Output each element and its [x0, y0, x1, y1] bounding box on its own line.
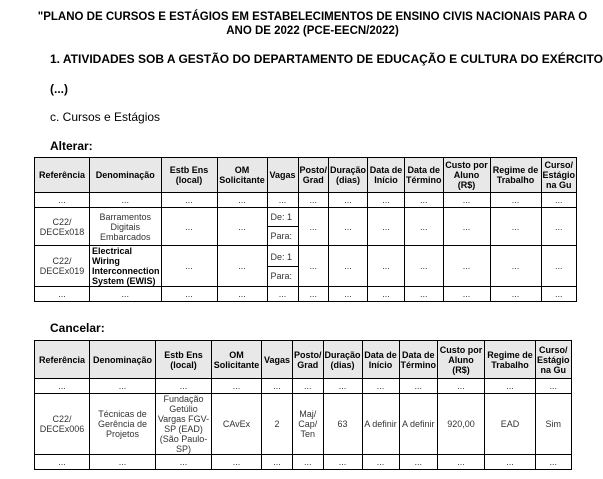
cell-ref: C22/ DECEx018: [35, 208, 90, 246]
cell: ...: [35, 379, 90, 394]
header-inicio: Data de Início: [362, 341, 399, 379]
cell: ...: [368, 208, 405, 246]
cell: ...: [212, 379, 262, 394]
header-duracao: Duração (dias): [329, 158, 368, 193]
header-regime: Regime de Trabalho: [490, 158, 541, 193]
cell: ...: [161, 193, 217, 208]
cell: ...: [368, 246, 405, 287]
cell: ...: [405, 246, 444, 287]
cell-estb: Fundação Getúlio Vargas FGV-SP (EAD) (São Paulo-SP): [156, 394, 212, 455]
vagas-de: De: 1: [268, 248, 298, 267]
header-termino: Data de Término: [399, 341, 438, 379]
header-custo: Custo por Aluno (R$): [438, 341, 485, 379]
table-header-row: [35, 158, 577, 193]
cell: ...: [368, 193, 405, 208]
cell: ...: [368, 287, 405, 302]
cell: ...: [161, 208, 217, 246]
cell-posto: Maj/ Cap/ Ten: [293, 394, 324, 455]
cell: ...: [405, 208, 444, 246]
cell: ...: [262, 379, 293, 394]
section-heading: 1. ATIVIDADES SOB A GESTÃO DO DEPARTAMENTO DE EDUCAÇÃO E CULTURA DO EXÉRCITO: [50, 52, 603, 66]
header-posto: Posto/ Grad: [298, 158, 329, 193]
cell: ...: [293, 455, 324, 470]
cell: ...: [35, 287, 90, 302]
header-om: OM Solicitante: [212, 341, 262, 379]
header-regime: Regime de Trabalho: [485, 341, 536, 379]
cell: ...: [90, 193, 162, 208]
cell: ...: [217, 193, 267, 208]
header-duracao: Duração (dias): [323, 341, 362, 379]
cell-om: CAvEx: [212, 394, 262, 455]
cell: ...: [362, 455, 399, 470]
table-row: [35, 394, 572, 455]
cell: ...: [212, 455, 262, 470]
cell: ...: [298, 193, 329, 208]
cell-gu: Sim: [536, 394, 572, 455]
header-termino: Data de Término: [405, 158, 444, 193]
cell: ...: [490, 246, 541, 287]
cell-den: Técnicas de Gerência de Projetos: [90, 394, 156, 455]
cell: ...: [490, 193, 541, 208]
table-row: [35, 379, 572, 394]
cell: ...: [443, 208, 490, 246]
vagas-para: Para:: [270, 270, 293, 281]
header-referencia: Referência: [35, 341, 90, 379]
cell: ...: [438, 455, 485, 470]
table-row: [35, 208, 577, 246]
cell: ...: [217, 246, 267, 287]
cell: ...: [90, 379, 156, 394]
header-estb-ens: Estb Ens (local): [161, 158, 217, 193]
cell: ...: [541, 208, 577, 246]
cell: ...: [362, 379, 399, 394]
cell-vagas: [267, 208, 298, 246]
cell: ...: [298, 246, 329, 287]
cell-den: Electrical Wiring Interconnection System (EWIS): [90, 246, 162, 287]
cell: ...: [329, 193, 368, 208]
header-custo: Custo por Aluno (R$): [443, 158, 490, 193]
table-row: [35, 455, 572, 470]
cell-duracao: 63: [323, 394, 362, 455]
cell-inicio: A definir: [362, 394, 399, 455]
header-denominacao: Denominação: [90, 341, 156, 379]
table-row: [35, 287, 577, 302]
header-estb-ens: Estb Ens (local): [156, 341, 212, 379]
vagas-de: De: 1: [268, 208, 298, 227]
cell: ...: [443, 246, 490, 287]
cell: ...: [156, 455, 212, 470]
header-vagas: Vagas: [262, 341, 293, 379]
cell: ...: [298, 208, 329, 246]
cell: ...: [329, 287, 368, 302]
cancel-table: [34, 340, 572, 470]
cell: ...: [323, 455, 362, 470]
header-denominacao: Denominação: [90, 158, 162, 193]
header-posto: Posto/ Grad: [293, 341, 324, 379]
cell: ...: [267, 287, 298, 302]
cell-regime: EAD: [485, 394, 536, 455]
header-vagas: Vagas: [267, 158, 298, 193]
cell: ...: [485, 379, 536, 394]
cell: ...: [90, 455, 156, 470]
cell: ...: [35, 455, 90, 470]
alter-label: Alterar:: [50, 139, 93, 153]
cell: ...: [35, 193, 90, 208]
cell: ...: [541, 246, 577, 287]
cell: ...: [161, 246, 217, 287]
cell-vagas: [267, 246, 298, 287]
cancel-label: Cancelar:: [50, 321, 105, 335]
cell-termino: A definir: [399, 394, 438, 455]
cell: ...: [536, 379, 572, 394]
cell-vagas: 2: [262, 394, 293, 455]
cell: ...: [405, 193, 444, 208]
cell-ref: C22/ DECEx006: [35, 394, 90, 455]
header-om: OM Solicitante: [217, 158, 267, 193]
cell: ...: [156, 379, 212, 394]
cell-den: Barramentos Digitais Embarcados: [90, 208, 162, 246]
cell: ...: [443, 287, 490, 302]
ellipsis-marker: (...): [50, 82, 68, 96]
table-row: [35, 246, 577, 287]
alter-table: [34, 157, 577, 302]
cell: ...: [293, 379, 324, 394]
cell: ...: [217, 208, 267, 246]
cell-ref: C22/ DECEx019: [35, 246, 90, 287]
subsection-heading: c. Cursos e Estágios: [50, 110, 161, 124]
cell: ...: [298, 287, 329, 302]
cell: ...: [541, 287, 577, 302]
table-row: [35, 193, 577, 208]
cell: ...: [267, 193, 298, 208]
cell: ...: [405, 287, 444, 302]
cell: ...: [490, 208, 541, 246]
cell: ...: [161, 287, 217, 302]
cell: ...: [217, 287, 267, 302]
cell: ...: [536, 455, 572, 470]
cell-custo: 920,00: [438, 394, 485, 455]
cell: ...: [90, 287, 162, 302]
cell: ...: [329, 246, 368, 287]
cell: ...: [329, 208, 368, 246]
cell: ...: [541, 193, 577, 208]
cell: ...: [485, 455, 536, 470]
vagas-para: Para:: [270, 231, 293, 241]
header-gu: Curso/ Estágio na Gu: [536, 341, 572, 379]
cell: ...: [399, 379, 438, 394]
table-header-row: [35, 341, 572, 379]
cell: ...: [262, 455, 293, 470]
cell: ...: [438, 379, 485, 394]
cell: ...: [399, 455, 438, 470]
document-title: "PLANO DE CURSOS E ESTÁGIOS EM ESTABELECIMENTOS DE ENSINO CIVIS NACIONAIS PARA O ANO DE 2022 (PCE-EECN/2022): [37, 11, 588, 37]
header-inicio: Data de Início: [368, 158, 405, 193]
cell: ...: [443, 193, 490, 208]
cell: ...: [490, 287, 541, 302]
header-referencia: Referência: [35, 158, 90, 193]
cell: ...: [323, 379, 362, 394]
header-gu: Curso/ Estágio na Gu: [541, 158, 577, 193]
